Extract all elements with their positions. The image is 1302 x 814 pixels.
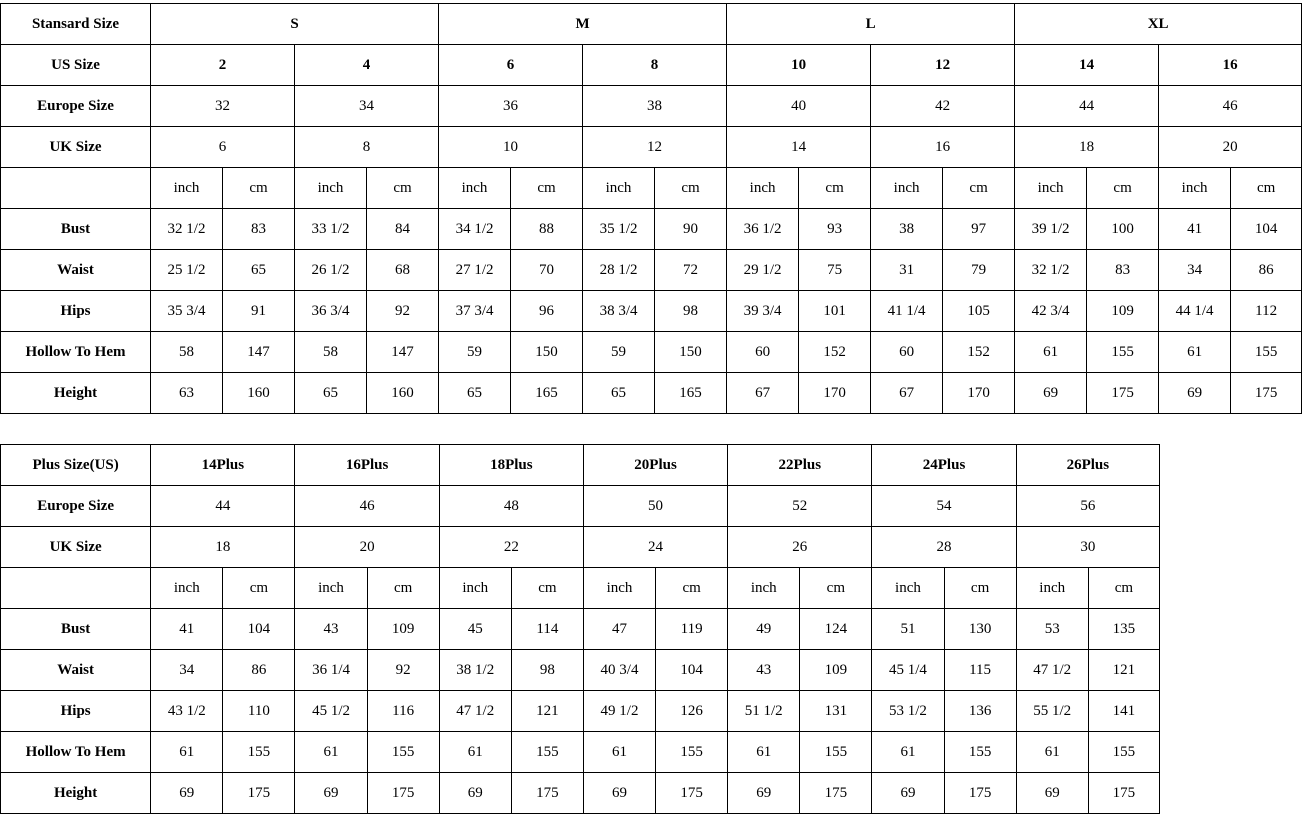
cell-value: 93 xyxy=(799,209,871,250)
uk-size-18: 18 xyxy=(1015,127,1159,168)
cell-value: 41 xyxy=(1159,209,1231,250)
europe-size-34: 34 xyxy=(295,86,439,127)
table-row-us-size xyxy=(1,45,1302,86)
cell-value: 60 xyxy=(727,332,799,373)
cell-value: 59 xyxy=(439,332,511,373)
cell-value: 69 xyxy=(728,773,800,814)
cell-value: 36 1/4 xyxy=(295,650,367,691)
table-row-plus-europe-size xyxy=(1,486,1160,527)
unit-cell: cm xyxy=(1231,168,1302,209)
cell-value: 119 xyxy=(656,609,728,650)
unit-cell: inch xyxy=(583,568,655,609)
cell-value: 170 xyxy=(943,373,1015,414)
unit-cell: cm xyxy=(799,168,871,209)
unit-cell: inch xyxy=(151,568,223,609)
cell-value: 126 xyxy=(656,691,728,732)
cell-value: 130 xyxy=(944,609,1016,650)
cell-value: 38 xyxy=(871,209,943,250)
cell-value: 84 xyxy=(367,209,439,250)
europe-size-36: 36 xyxy=(439,86,583,127)
table-row-height xyxy=(1,373,1302,414)
cell-value: 104 xyxy=(1231,209,1302,250)
table-row-uk-size xyxy=(1,127,1302,168)
cell-value: 65 xyxy=(223,250,295,291)
table-row-plus-uk-size xyxy=(1,527,1160,568)
cell-value: 109 xyxy=(367,609,439,650)
plus-uk-size-20: 20 xyxy=(295,527,439,568)
cell-value: 47 1/2 xyxy=(1016,650,1088,691)
row-label-plus-hips: Hips xyxy=(1,691,151,732)
uk-size-6: 6 xyxy=(151,127,295,168)
europe-size-44: 44 xyxy=(1015,86,1159,127)
cell-value: 109 xyxy=(800,650,872,691)
unit-cell: cm xyxy=(511,168,583,209)
cell-value: 155 xyxy=(1087,332,1159,373)
cell-value: 121 xyxy=(1088,650,1159,691)
cell-value: 105 xyxy=(943,291,1015,332)
cell-value: 165 xyxy=(655,373,727,414)
plus-europe-size-46: 46 xyxy=(295,486,439,527)
unit-cell: cm xyxy=(656,568,728,609)
unit-cell: inch xyxy=(439,568,511,609)
europe-size-40: 40 xyxy=(727,86,871,127)
cell-value: 155 xyxy=(944,732,1016,773)
cell-value: 88 xyxy=(511,209,583,250)
unit-cell: inch xyxy=(1159,168,1231,209)
cell-value: 112 xyxy=(1231,291,1302,332)
row-label-plus-uk-size: UK Size xyxy=(1,527,151,568)
cell-value: 114 xyxy=(511,609,583,650)
cell-value: 49 1/2 xyxy=(583,691,655,732)
cell-value: 40 3/4 xyxy=(583,650,655,691)
cell-value: 45 xyxy=(439,609,511,650)
cell-value: 42 3/4 xyxy=(1015,291,1087,332)
cell-value: 61 xyxy=(728,732,800,773)
uk-size-10: 10 xyxy=(439,127,583,168)
plus-uk-size-24: 24 xyxy=(583,527,727,568)
cell-value: 152 xyxy=(943,332,1015,373)
cell-value: 175 xyxy=(223,773,295,814)
row-label-hips: Hips xyxy=(1,291,151,332)
cell-value: 175 xyxy=(367,773,439,814)
unit-cell: inch xyxy=(583,168,655,209)
uk-size-16: 16 xyxy=(871,127,1015,168)
cell-value: 61 xyxy=(1015,332,1087,373)
cell-value: 36 3/4 xyxy=(295,291,367,332)
table-row-plus-hollow-to-hem xyxy=(1,732,1160,773)
unit-cell: inch xyxy=(295,168,367,209)
row-label-height: Height xyxy=(1,373,151,414)
cell-value: 79 xyxy=(943,250,1015,291)
plus-uk-size-28: 28 xyxy=(872,527,1016,568)
cell-value: 39 3/4 xyxy=(727,291,799,332)
plus-europe-size-54: 54 xyxy=(872,486,1016,527)
table-row-plus-units xyxy=(1,568,1160,609)
cell-value: 175 xyxy=(511,773,583,814)
cell-value: 34 1/2 xyxy=(439,209,511,250)
table-row-plus-waist xyxy=(1,650,1160,691)
cell-value: 121 xyxy=(511,691,583,732)
cell-value: 61 xyxy=(872,732,944,773)
cell-value: 83 xyxy=(1087,250,1159,291)
row-label-plus-height: Height xyxy=(1,773,151,814)
row-label-us-size: US Size xyxy=(1,45,151,86)
cell-value: 58 xyxy=(295,332,367,373)
plus-europe-size-56: 56 xyxy=(1016,486,1159,527)
plus-europe-size-52: 52 xyxy=(728,486,872,527)
plus-corner-label: Plus Size(US) xyxy=(1,445,151,486)
us-size-6: 6 xyxy=(439,45,583,86)
cell-value: 69 xyxy=(151,773,223,814)
table-row-plus-bust xyxy=(1,609,1160,650)
table-row-plus-hips xyxy=(1,691,1160,732)
cell-value: 101 xyxy=(799,291,871,332)
row-label-uk-size: UK Size xyxy=(1,127,151,168)
cell-value: 124 xyxy=(800,609,872,650)
cell-value: 61 xyxy=(151,732,223,773)
unit-cell: cm xyxy=(367,168,439,209)
cell-value: 28 1/2 xyxy=(583,250,655,291)
cell-value: 115 xyxy=(944,650,1016,691)
cell-value: 175 xyxy=(944,773,1016,814)
cell-value: 43 1/2 xyxy=(151,691,223,732)
unit-cell: inch xyxy=(872,568,944,609)
cell-value: 35 3/4 xyxy=(151,291,223,332)
cell-value: 32 1/2 xyxy=(1015,250,1087,291)
table-row-units xyxy=(1,168,1302,209)
cell-value: 61 xyxy=(583,732,655,773)
group-cell-l: L xyxy=(727,4,1015,45)
cell-value: 100 xyxy=(1087,209,1159,250)
cell-value: 65 xyxy=(295,373,367,414)
cell-value: 155 xyxy=(223,732,295,773)
us-size-2: 2 xyxy=(151,45,295,86)
cell-value: 109 xyxy=(1087,291,1159,332)
cell-value: 41 xyxy=(151,609,223,650)
cell-value: 36 1/2 xyxy=(727,209,799,250)
cell-value: 61 xyxy=(1016,732,1088,773)
cell-value: 38 1/2 xyxy=(439,650,511,691)
cell-value: 155 xyxy=(800,732,872,773)
cell-value: 86 xyxy=(223,650,295,691)
plus-uk-size-30: 30 xyxy=(1016,527,1159,568)
cell-value: 92 xyxy=(367,650,439,691)
europe-size-32: 32 xyxy=(151,86,295,127)
cell-value: 31 xyxy=(871,250,943,291)
cell-value: 68 xyxy=(367,250,439,291)
cell-value: 135 xyxy=(1088,609,1159,650)
cell-value: 155 xyxy=(656,732,728,773)
unit-cell: inch xyxy=(1015,168,1087,209)
cell-value: 59 xyxy=(583,332,655,373)
unit-cell: inch xyxy=(295,568,367,609)
us-size-4: 4 xyxy=(295,45,439,86)
plus-size-14plus: 14Plus xyxy=(151,445,295,486)
cell-value: 69 xyxy=(1159,373,1231,414)
uk-size-14: 14 xyxy=(727,127,871,168)
plus-europe-size-48: 48 xyxy=(439,486,583,527)
cell-value: 160 xyxy=(223,373,295,414)
europe-size-46: 46 xyxy=(1159,86,1302,127)
table-row-hollow-to-hem xyxy=(1,332,1302,373)
cell-value: 69 xyxy=(295,773,367,814)
unit-cell: cm xyxy=(944,568,1016,609)
cell-value: 53 1/2 xyxy=(872,691,944,732)
unit-cell: cm xyxy=(511,568,583,609)
row-label-bust: Bust xyxy=(1,209,151,250)
unit-cell: inch xyxy=(151,168,223,209)
us-size-8: 8 xyxy=(583,45,727,86)
cell-value: 155 xyxy=(1231,332,1302,373)
unit-cell: inch xyxy=(727,168,799,209)
cell-value: 55 1/2 xyxy=(1016,691,1088,732)
plus-uk-size-26: 26 xyxy=(728,527,872,568)
cell-value: 39 1/2 xyxy=(1015,209,1087,250)
cell-value: 136 xyxy=(944,691,1016,732)
cell-value: 72 xyxy=(655,250,727,291)
unit-cell: inch xyxy=(728,568,800,609)
cell-value: 35 1/2 xyxy=(583,209,655,250)
cell-value: 58 xyxy=(151,332,223,373)
cell-value: 147 xyxy=(223,332,295,373)
cell-value: 92 xyxy=(367,291,439,332)
uk-size-8: 8 xyxy=(295,127,439,168)
cell-value: 60 xyxy=(871,332,943,373)
plus-uk-size-18: 18 xyxy=(151,527,295,568)
cell-value: 29 1/2 xyxy=(727,250,799,291)
unit-cell: cm xyxy=(800,568,872,609)
unit-cell: cm xyxy=(655,168,727,209)
unit-cell: cm xyxy=(1088,568,1159,609)
plus-size-26plus: 26Plus xyxy=(1016,445,1159,486)
cell-value: 47 xyxy=(583,609,655,650)
row-label-plus-europe-size: Europe Size xyxy=(1,486,151,527)
row-label-hollow-to-hem: Hollow To Hem xyxy=(1,332,151,373)
cell-value: 155 xyxy=(367,732,439,773)
cell-value: 86 xyxy=(1231,250,1302,291)
cell-value: 38 3/4 xyxy=(583,291,655,332)
cell-value: 75 xyxy=(799,250,871,291)
unit-cell: cm xyxy=(223,168,295,209)
us-size-14: 14 xyxy=(1015,45,1159,86)
unit-row-blank xyxy=(1,168,151,209)
cell-value: 32 1/2 xyxy=(151,209,223,250)
cell-value: 97 xyxy=(943,209,1015,250)
europe-size-42: 42 xyxy=(871,86,1015,127)
row-label-plus-waist: Waist xyxy=(1,650,151,691)
us-size-16: 16 xyxy=(1159,45,1302,86)
unit-cell: cm xyxy=(943,168,1015,209)
unit-cell: cm xyxy=(223,568,295,609)
uk-size-20: 20 xyxy=(1159,127,1302,168)
us-size-12: 12 xyxy=(871,45,1015,86)
cell-value: 67 xyxy=(727,373,799,414)
row-label-europe-size: Europe Size xyxy=(1,86,151,127)
cell-value: 170 xyxy=(799,373,871,414)
cell-value: 110 xyxy=(223,691,295,732)
plus-size-24plus: 24Plus xyxy=(872,445,1016,486)
cell-value: 34 xyxy=(1159,250,1231,291)
cell-value: 152 xyxy=(799,332,871,373)
cell-value: 98 xyxy=(511,650,583,691)
row-label-plus-bust: Bust xyxy=(1,609,151,650)
table-row-hips xyxy=(1,291,1302,332)
cell-value: 165 xyxy=(511,373,583,414)
cell-value: 37 3/4 xyxy=(439,291,511,332)
group-cell-s: S xyxy=(151,4,439,45)
table-row-plus-height xyxy=(1,773,1160,814)
plus-size-22plus: 22Plus xyxy=(728,445,872,486)
cell-value: 65 xyxy=(439,373,511,414)
cell-value: 33 1/2 xyxy=(295,209,367,250)
plus-europe-size-50: 50 xyxy=(583,486,727,527)
row-label-plus-hollow-to-hem: Hollow To Hem xyxy=(1,732,151,773)
cell-value: 44 1/4 xyxy=(1159,291,1231,332)
group-cell-m: M xyxy=(439,4,727,45)
cell-value: 175 xyxy=(800,773,872,814)
table-row-plus-sizes xyxy=(1,445,1160,486)
cell-value: 175 xyxy=(1231,373,1302,414)
europe-size-38: 38 xyxy=(583,86,727,127)
cell-value: 175 xyxy=(656,773,728,814)
cell-value: 49 xyxy=(728,609,800,650)
cell-value: 45 1/2 xyxy=(295,691,367,732)
cell-value: 83 xyxy=(223,209,295,250)
cell-value: 175 xyxy=(1088,773,1159,814)
plus-europe-size-44: 44 xyxy=(151,486,295,527)
cell-value: 61 xyxy=(295,732,367,773)
cell-value: 155 xyxy=(511,732,583,773)
plus-size-table xyxy=(0,444,1160,814)
plus-uk-size-22: 22 xyxy=(439,527,583,568)
cell-value: 69 xyxy=(1016,773,1088,814)
plus-size-16plus: 16Plus xyxy=(295,445,439,486)
table-row-bust xyxy=(1,209,1302,250)
standard-size-table xyxy=(0,3,1302,414)
cell-value: 150 xyxy=(511,332,583,373)
cell-value: 147 xyxy=(367,332,439,373)
cell-value: 61 xyxy=(439,732,511,773)
unit-cell: inch xyxy=(871,168,943,209)
cell-value: 175 xyxy=(1087,373,1159,414)
cell-value: 67 xyxy=(871,373,943,414)
cell-value: 34 xyxy=(151,650,223,691)
cell-value: 47 1/2 xyxy=(439,691,511,732)
unit-cell: inch xyxy=(1016,568,1088,609)
cell-value: 51 xyxy=(872,609,944,650)
cell-value: 43 xyxy=(728,650,800,691)
plus-unit-row-blank xyxy=(1,568,151,609)
unit-cell: inch xyxy=(439,168,511,209)
cell-value: 25 1/2 xyxy=(151,250,223,291)
cell-value: 155 xyxy=(1088,732,1159,773)
table-row-europe-size xyxy=(1,86,1302,127)
plus-size-20plus: 20Plus xyxy=(583,445,727,486)
cell-value: 91 xyxy=(223,291,295,332)
row-label-waist: Waist xyxy=(1,250,151,291)
cell-value: 160 xyxy=(367,373,439,414)
cell-value: 27 1/2 xyxy=(439,250,511,291)
cell-value: 104 xyxy=(656,650,728,691)
uk-size-12: 12 xyxy=(583,127,727,168)
cell-value: 63 xyxy=(151,373,223,414)
standard-corner-label: Stansard Size xyxy=(1,4,151,45)
cell-value: 131 xyxy=(800,691,872,732)
plus-size-18plus: 18Plus xyxy=(439,445,583,486)
table-row-waist xyxy=(1,250,1302,291)
cell-value: 26 1/2 xyxy=(295,250,367,291)
unit-cell: cm xyxy=(367,568,439,609)
cell-value: 141 xyxy=(1088,691,1159,732)
cell-value: 96 xyxy=(511,291,583,332)
cell-value: 61 xyxy=(1159,332,1231,373)
cell-value: 43 xyxy=(295,609,367,650)
cell-value: 45 1/4 xyxy=(872,650,944,691)
group-cell-xl: XL xyxy=(1015,4,1302,45)
cell-value: 53 xyxy=(1016,609,1088,650)
cell-value: 90 xyxy=(655,209,727,250)
cell-value: 41 1/4 xyxy=(871,291,943,332)
unit-cell: cm xyxy=(1087,168,1159,209)
cell-value: 65 xyxy=(583,373,655,414)
cell-value: 69 xyxy=(1015,373,1087,414)
cell-value: 104 xyxy=(223,609,295,650)
cell-value: 69 xyxy=(439,773,511,814)
cell-value: 98 xyxy=(655,291,727,332)
cell-value: 70 xyxy=(511,250,583,291)
us-size-10: 10 xyxy=(727,45,871,86)
cell-value: 69 xyxy=(872,773,944,814)
cell-value: 116 xyxy=(367,691,439,732)
cell-value: 51 1/2 xyxy=(728,691,800,732)
cell-value: 150 xyxy=(655,332,727,373)
table-row-standard-groups xyxy=(1,4,1302,45)
cell-value: 69 xyxy=(583,773,655,814)
